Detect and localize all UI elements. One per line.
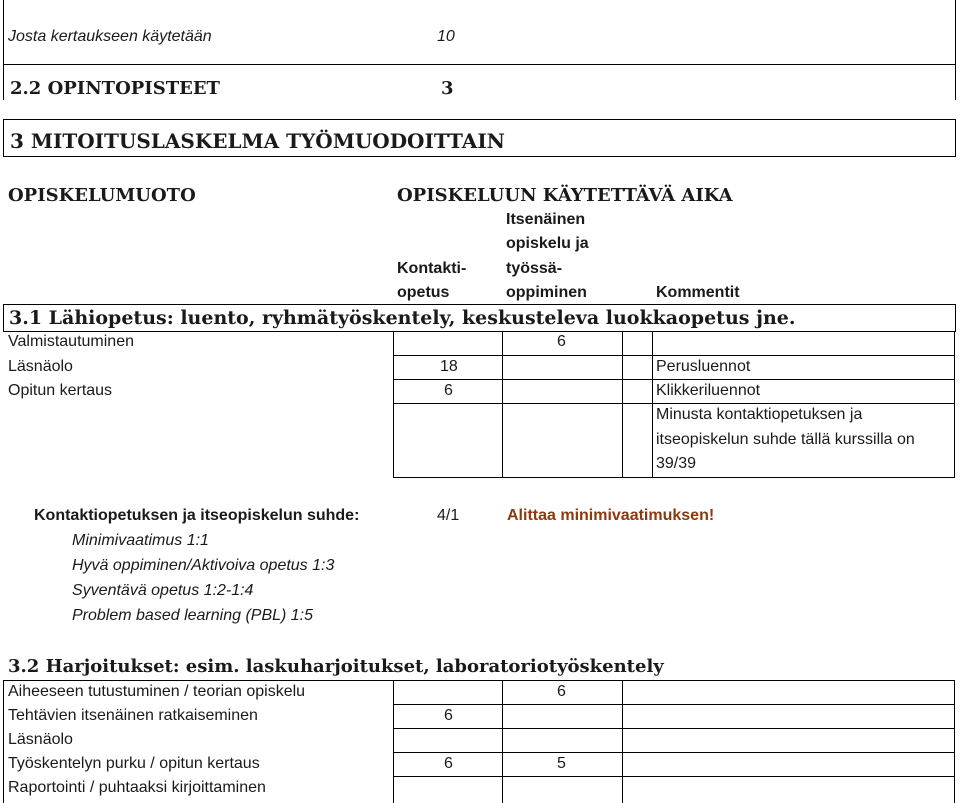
note-line2: itseopiskelun suhde tällä kurssilla on xyxy=(656,431,915,448)
grid-line xyxy=(393,379,955,380)
exercise-row-label: Läsnäolo xyxy=(8,731,73,748)
divider xyxy=(3,64,956,65)
self-header-line3: työssä- xyxy=(506,260,563,277)
grid-line xyxy=(393,728,955,729)
ratio-value: 4/1 xyxy=(437,507,460,524)
grid-line xyxy=(954,331,955,477)
row-self-value: 6 xyxy=(557,333,566,350)
exercise-row-label: Työskentelyn purku / opitun kertaus xyxy=(8,755,260,772)
exercise-row-contact: 6 xyxy=(444,707,453,724)
left-border xyxy=(3,0,4,100)
row-label: Läsnäolo xyxy=(8,358,73,375)
grid-line xyxy=(502,331,503,477)
grid-line xyxy=(3,680,4,803)
self-header-line1: Itsenäinen xyxy=(506,211,586,228)
exercise-row-self: 5 xyxy=(557,755,566,772)
exercise-row-label: Aiheeseen tutustuminen / teorian opiskelu xyxy=(8,683,306,700)
row-label: Valmistautuminen xyxy=(8,333,134,350)
grid-line xyxy=(622,331,623,477)
row-contact-value: 6 xyxy=(444,382,453,399)
grid-line xyxy=(393,331,394,477)
credits-value: 3 xyxy=(441,78,454,99)
exercise-row-self: 6 xyxy=(557,683,566,700)
section-3-title: 3 MITOITUSLASKELMA TYÖMUODOITTAIN xyxy=(10,129,505,153)
grid-line xyxy=(954,680,955,803)
grid-line xyxy=(393,752,955,753)
row-label: Opitun kertaus xyxy=(8,382,113,399)
self-header-line2: opiskelu ja xyxy=(506,235,589,252)
grid-line xyxy=(393,680,394,803)
section-3-1-title: 3.1 Lähiopetus: luento, ryhmätyöskentely, keskusteleva luokkaopetus jne. xyxy=(9,307,796,329)
grid-line xyxy=(393,704,955,705)
grid-line xyxy=(3,680,955,681)
grid-line xyxy=(393,403,955,404)
right-border xyxy=(955,0,956,100)
ratio-warning: Alittaa minimivaatimuksen! xyxy=(507,507,715,524)
grid-line xyxy=(393,477,955,478)
grid-line xyxy=(393,355,955,356)
comments-header: Kommentit xyxy=(656,284,740,301)
grid-line xyxy=(622,680,623,803)
repeat-value: 10 xyxy=(437,28,455,45)
repeat-label: Josta kertaukseen käytetään xyxy=(8,28,212,45)
minimum-item: Syventävä opetus 1:2-1:4 xyxy=(72,582,254,599)
grid-line xyxy=(502,680,503,803)
row-contact-value: 18 xyxy=(440,358,458,375)
grid-line xyxy=(393,776,955,777)
note-line1: Minusta kontaktiopetuksen ja xyxy=(656,406,863,423)
section-3-2-title: 3.2 Harjoitukset: esim. laskuharjoitukset, laboratoriotyöskentely xyxy=(8,656,664,677)
contact-header-line2: opetus xyxy=(397,284,450,301)
self-header-line4: oppiminen xyxy=(506,284,587,301)
minimum-item: Hyvä oppiminen/Aktivoiva opetus 1:3 xyxy=(72,557,335,574)
contact-header-line1: Kontakti- xyxy=(397,260,467,277)
minimum-item: Problem based learning (PBL) 1:5 xyxy=(72,607,314,624)
exercise-row-contact: 6 xyxy=(444,755,453,772)
exercise-row-label: Tehtävien itsenäinen ratkaiseminen xyxy=(8,707,258,724)
row-comment: Klikkeriluennot xyxy=(656,382,761,399)
minimum-item: Minimivaatimus 1:1 xyxy=(72,532,209,549)
grid-line xyxy=(652,331,653,477)
note-line3: 39/39 xyxy=(656,455,697,472)
credits-label: 2.2 OPINTOPISTEET xyxy=(10,78,220,99)
exercise-row-label: Raportointi / puhtaaksi kirjoittaminen xyxy=(8,779,266,796)
row-comment: Perusluennot xyxy=(656,358,751,375)
ratio-label: Kontaktiopetuksen ja itseopiskelun suhde: xyxy=(34,507,360,524)
study-form-header: OPISKELUMUOTO xyxy=(8,185,196,206)
time-used-header: OPISKELUUN KÄYTETTÄVÄ AIKA xyxy=(397,185,733,206)
